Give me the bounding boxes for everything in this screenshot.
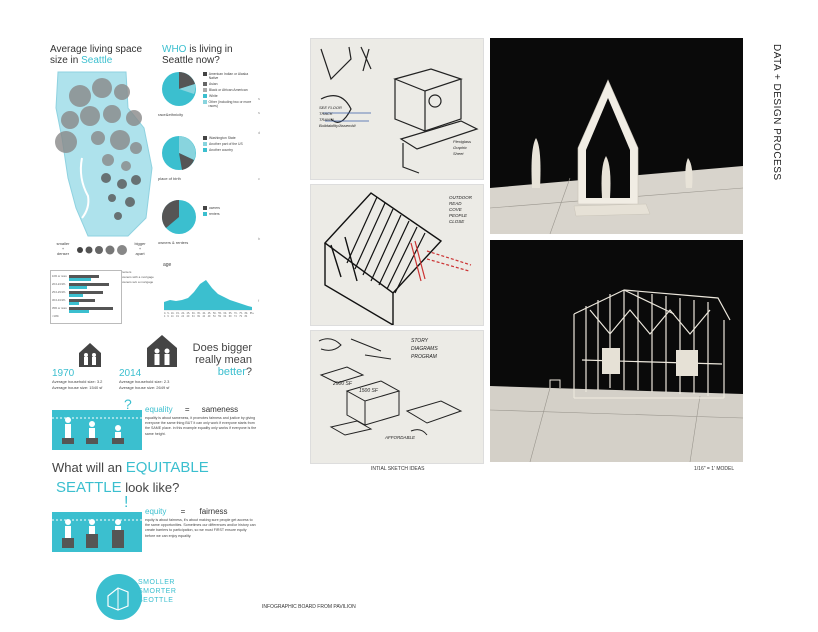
bar [69,299,95,302]
equality-question-mark: ? [124,396,132,412]
scale-dot [77,247,83,253]
legend-swatch [203,142,207,146]
legend-swatch [203,206,207,210]
household-1970-stats: Average household size: 3.2 Average house size: 1540 sf [52,379,103,390]
bar [69,307,113,310]
vertical-section-title: DATA + DESIGN PROCESS [771,44,782,181]
sketch-2-notes: OUTDOOR READ COVE PEOPLE CLOSE [449,195,472,224]
side-letter: b [258,236,261,241]
side-letter: c [258,176,260,181]
bar [69,275,99,278]
model-photo-2-scene [490,240,743,462]
density-circle [126,110,142,126]
side-letter: f [258,298,260,303]
bar [69,310,89,313]
density-circle [69,85,91,107]
equitable-seattle-heading: What will an EQUITABLE SEATTLE look like? [52,459,209,496]
figure-cutout [532,138,541,188]
equality-illustration [52,410,142,450]
infographic-caption: INFOGRAPHIC BOARD FROM PAVILION [262,604,356,610]
density-circle [80,106,100,126]
density-circle [114,212,122,220]
housing-cost-bar-chart [50,270,122,324]
seattle-density-map [48,68,158,238]
density-circle [131,175,141,185]
side-letter: d [258,130,261,135]
scale-dot [95,246,103,254]
age-area [164,280,252,310]
owners-legend: owners renters [203,206,253,218]
bigger-better-question: Does bigger really mean better? [192,342,252,378]
density-circle [121,161,131,171]
sketch-1-notes: SEE FLOOR TRACK TRANSL Buildability/Assembli [319,105,356,128]
who-title: WHO is living in Seattle now? [162,44,233,66]
density-circle [102,154,114,166]
density-circle [91,131,105,145]
side-letter: s [258,96,260,101]
bar [69,302,79,305]
density-circle [103,105,121,123]
density-circle [61,111,79,129]
house-1970-icon [78,342,102,368]
density-circle [92,78,112,98]
sketch-3-drawing [311,331,483,463]
scale-dot [106,246,115,255]
equity-body-text: equity is about fairness, it's about making sure people get access to the same opportunities. Sometimes our differences and/or history can create barriers to participation, so we must FIRST ensure equity before we can enjoy equality. [145,518,256,538]
house-2014-icon [146,334,178,368]
density-circle [108,194,116,202]
bar-chart-bars [69,275,113,313]
race-chart-label: race&ethnicity [158,112,184,117]
model-photo-2 [490,240,743,462]
owners-chart-label: owners & renters [158,240,189,245]
sketch-3-notes: STORY DIAGRAMS PROGRAM [411,338,438,360]
logo-wordmark: SMOLLER SMORTER SEOTTLE [138,579,177,604]
sketch-1 [310,38,484,180]
equality-figures [52,410,142,450]
scale-dot [86,247,93,254]
density-circle [101,173,111,183]
density-circle [117,179,127,189]
scale-left-label: smaller + denser [56,241,70,256]
bar-chart-legend: renters owners with a mortgage owners w/o a mortgage [122,270,154,284]
equity-illustration [52,512,142,552]
race-legend: American Indian or Alaska Native Asian Black or African American White Other (including two or more races) [203,72,255,110]
legend-swatch [203,72,207,76]
smaller-smarter-seattle-logo [96,574,142,620]
figure-cutout [685,158,692,188]
bar [69,294,83,297]
scale-dot [117,245,127,255]
legend-swatch [203,212,207,216]
equity-exclamation: ! [124,494,129,511]
age-chart-title: age [163,262,172,268]
sketch-3-affordable-note: AFFORDABLE [385,435,416,440]
frame-pavilion-model [574,290,730,398]
sketch-3 [310,330,484,464]
equity-heading: equity = fairness [145,507,228,516]
legend-swatch [203,136,207,140]
density-circle [114,84,130,100]
legend-swatch [203,100,207,104]
model-caption: 1/16" = 1' MODEL [694,466,735,472]
birth-pie-chart [160,134,198,172]
density-scale-dots [76,244,128,256]
sketch-2 [310,184,484,326]
density-circle [110,130,130,150]
legend-swatch [203,82,207,86]
birth-chart-label: place of birth [158,176,181,181]
living-space-title: Average living space size in Seattle [50,44,143,66]
year-2014: 2014 [119,368,142,379]
birth-legend: Washington State Another part of the US Another country [203,136,257,154]
age-tick-labels: 0-4 5-9 10-14 15-19 20-24 25-29 30-34 35-39 40-44 45-49 50-54 55-59 60-64 65-69 70-74 75-79 80-84 85+ [164,312,254,318]
scale-right-label: bigger + apart [134,241,146,256]
equality-body-text: equality is about sameness, it promotes fairness and justice by giving everyone the same thing BUT it can only work if everyone starts from the SAME place. in this example equality only works if everyone is the same height. [145,416,257,436]
density-circle [125,197,135,207]
sketch-1-notes-right: Plexiglass Graphic Sheet [453,139,472,156]
year-1970: 1970 [52,368,75,379]
equity-figures [52,512,142,552]
bar [69,278,91,281]
model-photo-1 [490,38,743,234]
bar [69,283,109,286]
sketches-caption: INTIAL SKETCH IDEAS [371,466,425,472]
legend-swatch [203,148,207,152]
equality-heading: equality = sameness [145,405,239,414]
bar-chart-labels: 10% or more 20.0-24.9% 25.0-29.9% 30.0-34.9% 35% or more <10% [52,275,67,318]
owners-pie-chart [160,198,198,236]
legend-swatch [203,88,207,92]
side-letter: s [258,110,260,115]
density-circle [130,142,142,154]
logo-house-icon [96,574,142,620]
bar [69,286,87,289]
race-pie-chart [160,70,198,108]
sketch-3-area-notes: 2500 SF 1500 SF [333,381,378,394]
density-circle [55,131,77,153]
household-2014-stats: Average household size: 2.3 Average house size: 2649 sf [119,379,170,390]
bar [69,291,103,294]
legend-swatch [203,94,207,98]
model-photo-1-scene [490,38,743,234]
